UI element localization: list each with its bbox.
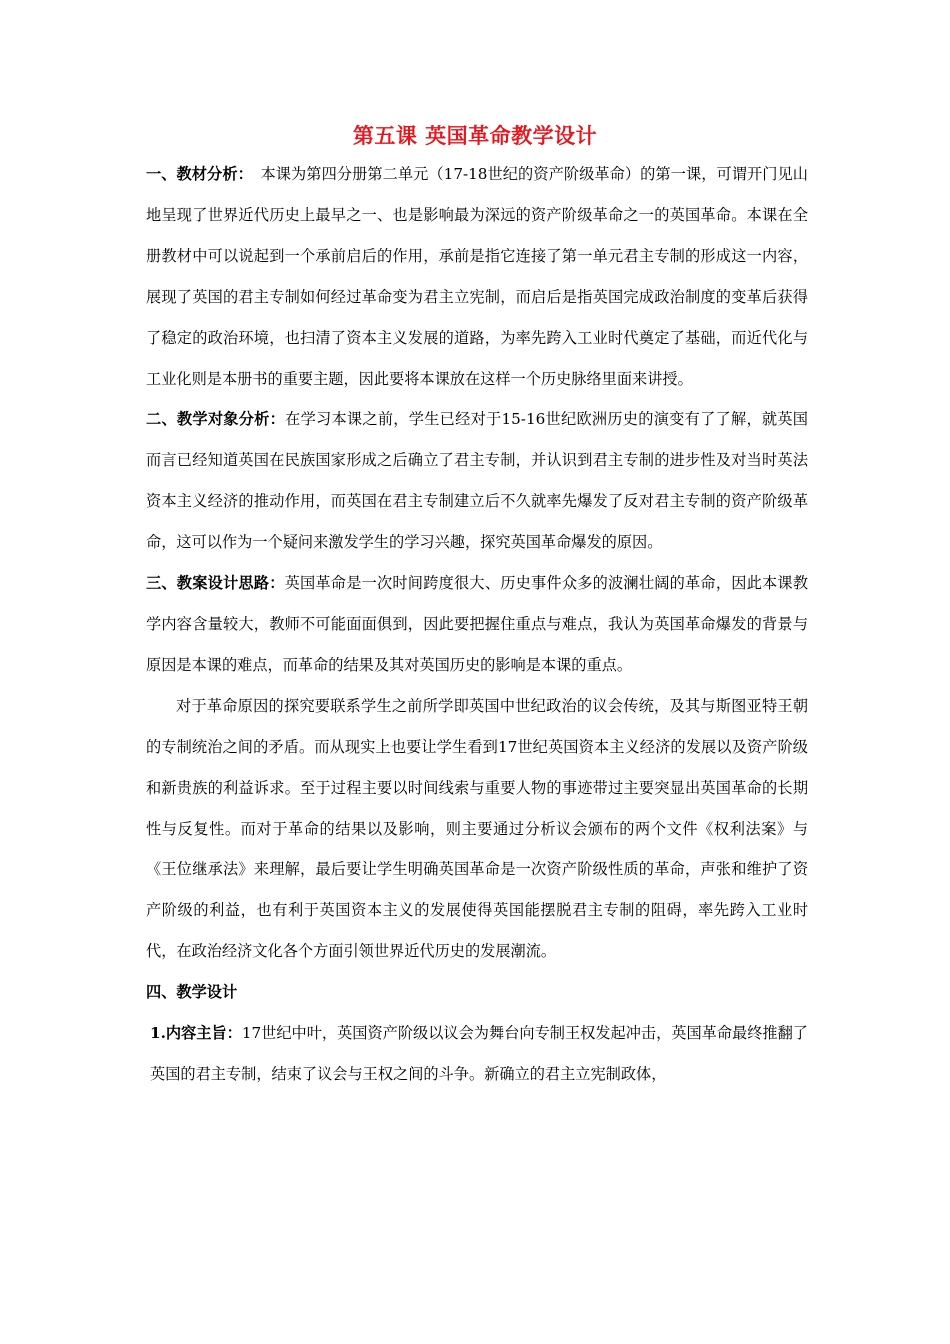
- section-teaching-design: [146, 972, 808, 1013]
- section-textbook-analysis: [146, 154, 808, 399]
- section-heading: 一、教材分析：: [146, 165, 246, 183]
- item-text: 17世纪中叶，英国资产阶级以议会为舞台向专制王权发起冲击，英国革命最终推翻了英国的君主专制，结束了议会与王权之间的斗争。新确立的君主立宪制政体，: [150, 1024, 808, 1083]
- document-title: 第五课 英国革命教学设计: [352, 123, 598, 148]
- section-text: 英国革命是一次时间跨度很大、历史事件众多的波澜壮阔的革命，因此本课教学内容含量较大，教师不可能面面俱到，因此要把握住重点与难点，我认为英国革命爆发的背景与原因是本课的难点，而革命的结果及其对英国历史的影响是本课的重点。: [146, 574, 809, 674]
- section-design-approach: [146, 563, 808, 686]
- section-heading: 三、教案设计思路：: [146, 574, 285, 593]
- section-heading: 四、教学设计: [146, 983, 238, 1002]
- section-heading: 二、教学对象分析：: [146, 410, 286, 429]
- item-label: 1.内容主旨：: [150, 1024, 242, 1043]
- section-text: 本课为第四分册第二单元（17-18世纪的资产阶级革命）的第一课，可谓开门见山地呈现了世界近代历史上最早之一、也是影响最为深远的资产阶级革命之一的英国革命。本课在全册教材中可以说起到一个承前启后的作用，承前是指它连接了第一单元君主专制的形成这一内容，展现了英国的君主专制如何经过革命变为君主立宪制，而启后是指英国完成政治制度的变革后获得了稳定的政治环境，也扫清了资本主义发展的道路，为率先跨入工业时代奠定了基础，而近代化与工业化则是本册书的重要主题，因此要将本课放在这样一个历史脉络里面来讲授。: [146, 165, 808, 388]
- body-paragraph: 对于革命原因的探究要联系学生之前所学即英国中世纪政治的议会传统，及其与斯图亚特王朝的专制统治之间的矛盾。而从现实上也要让学生看到17世纪英国资本主义经济的发展以及资产阶级和新贵族的利益诉求。至于过程主要以时间线索与重要人物的事迹带过主要突显出英国革命的长期性与反复性。而对于革命的结果以及影响，则主要通过分析议会颁布的两个文件《权利法案》与《王位继承法》来理解，最后要让学生明确英国革命是一次资产阶级性质的革命，声张和维护了资产阶级的利益，也有利于英国资本主义的发展使得英国能摆脱君主专制的阻碍，率先跨入工业时代，在政治经济文化各个方面引领世界近代历史的发展潮流。: [146, 696, 808, 961]
- document-body: [146, 154, 808, 1095]
- section-student-analysis: [146, 399, 808, 563]
- section-text: 在学习本课之前，学生已经对于15-16世纪欧洲历史的演变有了了解，就英国而言已经知道英国在民族国家形成之后确立了君主专制，并认识到君主专制的进步性及对当时英法资本主义经济的推动作用，而英国在君主专制建立后不久就率先爆发了反对君主专制的资产阶级革命，这可以作为一个疑问来激发学生的学习兴趣，探究英国革命爆发的原因。: [146, 410, 808, 552]
- content-theme-item: [146, 1013, 808, 1095]
